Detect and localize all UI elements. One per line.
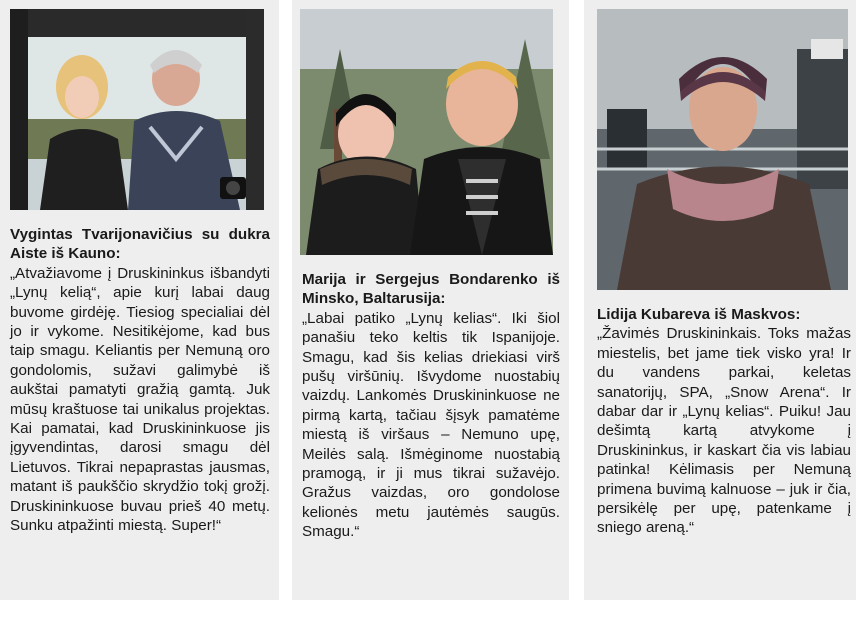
interview-quote: „Atvažiavome į Druskininkus išbandyti „Lynų kelią“, apie kurį labai daug buvome girdėję. Tiesiog specialiai dėl jo ir vykome. Nesitikėjome, kad bus taip smagu. Keliantis per Nemuną oro gondolomis, sužavi galimybė iš aukštai pamatyti gražią gamtą. Juk mūsų kraštuose tai unikalus projektas. Kai pamatai, kad Druskininkuose jis įgyvendintas, darosi smagu dėl Lietuvos. Tikrai nepaprastas jausmas, matant iš paukščio skrydžio tokį grožį. Druskininkuose buvau prieš 40 metų. Sunku atpažinti miestą. Super!“ xyxy=(10,264,270,535)
interview-2 xyxy=(302,270,560,542)
interviewee-name: Vygintas Tvarijonavičius su dukra Aiste iš Kauno: xyxy=(10,226,270,263)
interviewee-name: Lidija Kubareva iš Maskvos: xyxy=(597,306,801,323)
interviewee-name: Marija ir Sergejus Bondarenko iš Minsko, Baltarusija: xyxy=(302,271,560,308)
interview-3 xyxy=(597,305,851,538)
photo-father-daughter-gondola xyxy=(10,9,264,210)
photo-couple-pines xyxy=(300,9,553,255)
interview-quote: „Labai patiko „Lynų kelias“. Iki šiol panašiu teko keltis tik Ispanijoje. Smagu, kad šis kelias driekiasi virš pušų viršūnių. Išvydome nuostabių vaizdų. Lankomės Druskininkuose ne pirmą kartą, tačiau šįsyk pamatėme miestą iš viršaus – Nemuno upę, Meilės salą. Išmėginome nuostabią pramogą, ir ji mus tikrai sužavėjo. Gražus vaizdas, oro gondolose kelionės metu jautėmės saugūs. Smagu.“ xyxy=(302,309,560,541)
photo-woman-cable-station xyxy=(597,9,848,290)
interview-1 xyxy=(10,225,270,536)
interview-quote: „Žavimės Druskininkais. Toks mažas miestelis, bet jame tiek visko yra! Ir du vandens parkai, keletas sanatorijų, SPA, „Snow Arena“. Ir dabar dar ir „Lynų kelias“. Puiku! Jau dešimtą kartą atvykome į Druskininkus, ir kaskart čia vis labiau patinka! Kėlimasis per Nemuną primena buvimą kalnuose – juk ir čia, persikėlę per upę, patenkame į sniego areną.“ xyxy=(597,325,851,537)
